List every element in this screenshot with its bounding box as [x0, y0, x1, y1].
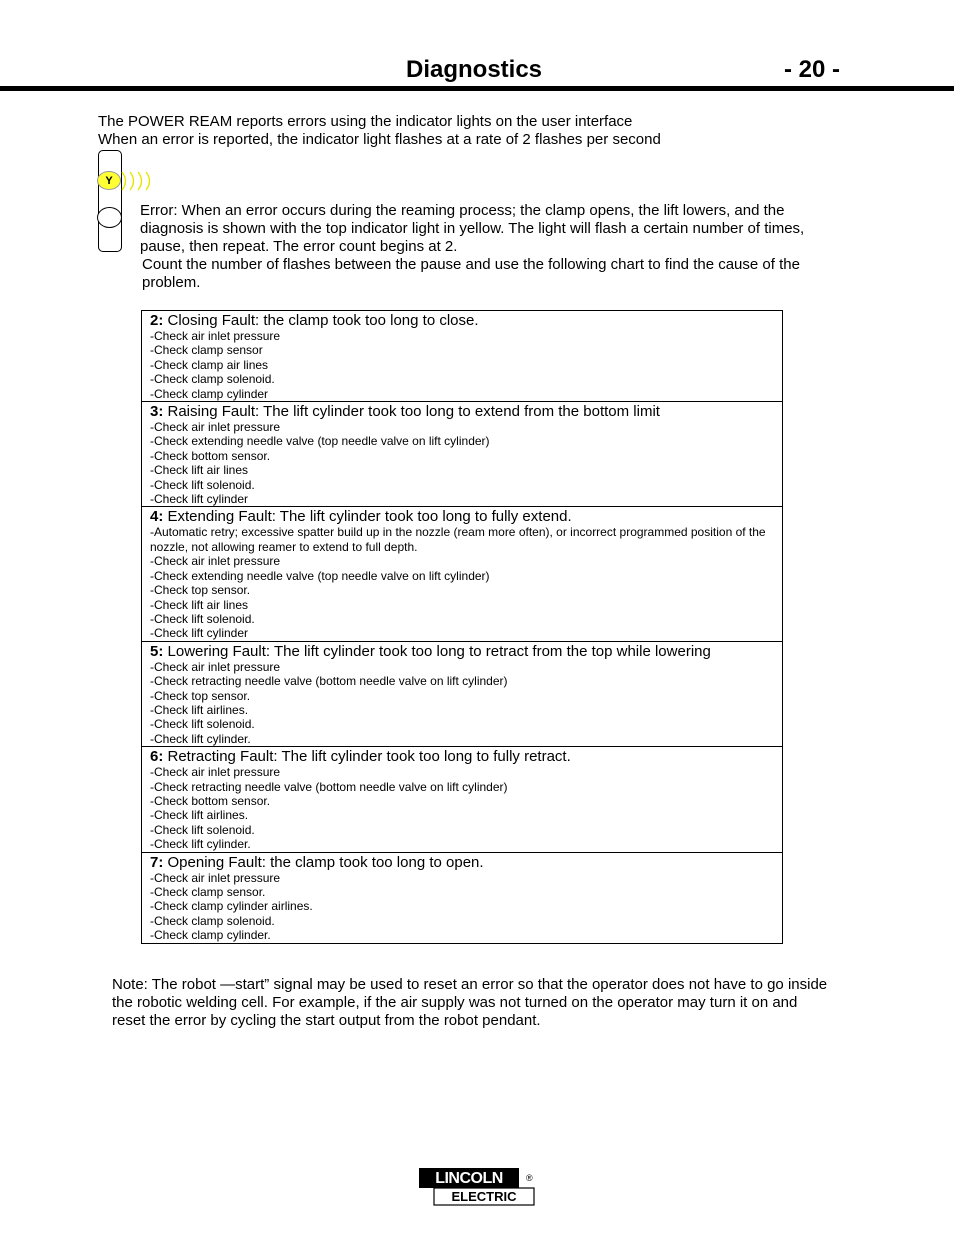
check-item: -Check lift cylinder. — [150, 837, 251, 852]
fault-check-list — [150, 525, 774, 640]
fault-row — [142, 401, 782, 506]
fault-description: Opening Fault: the clamp took too long to open. — [163, 853, 484, 871]
check-item: -Check bottom sensor. — [150, 793, 271, 808]
fault-code: 3: — [150, 403, 164, 421]
header-rule — [0, 86, 954, 91]
check-item: -Check lift cylinder — [150, 492, 249, 507]
check-item: -Check bottom sensor. — [150, 448, 271, 463]
check-item: -Check air inlet pressure — [150, 420, 281, 435]
check-item: -Check air inlet pressure — [150, 659, 281, 674]
fault-description: Extending Fault: The lift cylinder took too long to fully extend. — [163, 508, 572, 526]
fault-code: 5: — [150, 642, 164, 660]
fault-row — [142, 506, 782, 640]
fault-heading — [150, 854, 774, 871]
fault-heading — [150, 508, 774, 525]
check-item: -Check lift air lines — [150, 463, 249, 478]
fault-check-list — [150, 660, 774, 746]
check-item: -Check clamp sensor — [150, 343, 263, 358]
fault-row — [142, 641, 782, 746]
check-item: -Check air inlet pressure — [150, 765, 281, 780]
page-title: Diagnostics — [406, 56, 543, 83]
check-item: -Check air inlet pressure — [150, 554, 281, 569]
fault-code: 7: — [150, 853, 164, 871]
check-item: -Check clamp cylinder airlines. — [150, 899, 313, 914]
lincoln-electric-logo — [418, 1167, 536, 1207]
check-item: -Check retracting needle valve (bottom needle valve on lift cylinder) — [150, 779, 508, 794]
check-item: -Check lift air lines — [150, 597, 249, 612]
check-item: -Check lift cylinder. — [150, 731, 251, 746]
check-item: -Check lift solenoid. — [150, 477, 255, 492]
fault-row — [142, 311, 782, 401]
check-item: -Check air inlet pressure — [150, 870, 281, 885]
fault-heading — [150, 312, 774, 329]
svg-text:LINCOLN: LINCOLN — [435, 1170, 503, 1187]
fault-check-list — [150, 765, 774, 851]
yellow-indicator-light-icon: Y — [97, 171, 121, 190]
count-instructions: Count the number of flashes between the pause and use the following chart to find the cause of the problem. — [142, 256, 800, 291]
check-item: -Check clamp air lines — [150, 357, 269, 372]
svg-text:®: ® — [526, 1173, 533, 1183]
intro-line-2: When an error is reported, the indicator light flashes at a rate of 2 flashes per second — [98, 131, 661, 148]
fault-row — [142, 852, 782, 943]
check-item: -Check lift solenoid. — [150, 822, 255, 837]
fault-heading — [150, 748, 774, 765]
fault-check-list — [150, 329, 774, 401]
fault-check-list — [150, 420, 774, 506]
error-description: Error: When an error occurs during the reaming process; the clamp opens, the lift lowers, and the diagnosis is shown with the top indicator light in yellow. The light will flash a certain number of times, pause, then repeat. The error count begins at 2. — [140, 202, 805, 255]
fault-description: Retracting Fault: The lift cylinder took too long to fully retract. — [163, 748, 571, 766]
check-item: -Check lift cylinder — [150, 626, 249, 641]
fault-description: Closing Fault: the clamp took too long to close. — [163, 312, 479, 329]
fault-description: Lowering Fault: The lift cylinder took too long to retract from the top while lowering — [163, 642, 711, 660]
indicator-light-off-icon — [97, 207, 122, 228]
check-item: -Automatic retry; excessive spatter build up in the nozzle (ream more often), or incorrect programmed position of the nozzle, not allowing reamer to extend to full depth. — [150, 525, 766, 554]
flashing-waves-icon — [118, 169, 158, 193]
check-item: -Check clamp cylinder. — [150, 928, 271, 943]
indicator-panel-icon — [98, 150, 122, 252]
fault-heading — [150, 643, 774, 660]
fault-code: 6: — [150, 748, 164, 766]
check-item: -Check lift airlines. — [150, 808, 249, 823]
check-item: -Check top sensor. — [150, 688, 251, 703]
check-item: -Check air inlet pressure — [150, 329, 281, 343]
check-item: -Check extending needle valve (top needle valve on lift cylinder) — [150, 568, 490, 583]
svg-text:ELECTRIC: ELECTRIC — [451, 1189, 517, 1204]
intro-line-1: The POWER REAM reports errors using the indicator lights on the user interface — [98, 113, 633, 130]
fault-row — [142, 746, 782, 851]
check-item: -Check lift solenoid. — [150, 611, 255, 626]
intro-text — [98, 113, 661, 149]
fault-code-table — [141, 310, 783, 944]
fault-description: Raising Fault: The lift cylinder took too long to extend from the bottom limit — [163, 403, 660, 421]
check-item: -Check clamp solenoid. — [150, 372, 275, 387]
fault-code: 2: — [150, 312, 164, 329]
check-item: -Check clamp solenoid. — [150, 913, 275, 928]
reset-note: Note: The robot —start” signal may be used to reset an error so that the operator does not have to go inside the robotic welding cell. For example, if the air supply was not turned on the operator may turn it on and reset the error by cycling the start output from the robot pendant. — [112, 976, 828, 1029]
check-item: -Check top sensor. — [150, 583, 251, 598]
fault-code: 4: — [150, 508, 164, 526]
check-item: -Check lift airlines. — [150, 702, 249, 717]
fault-check-list — [150, 871, 774, 943]
page-header — [0, 56, 954, 86]
check-item: -Check clamp cylinder — [150, 386, 269, 401]
page-number: - 20 - — [784, 56, 841, 83]
fault-heading — [150, 403, 774, 420]
check-item: -Check retracting needle valve (bottom needle valve on lift cylinder) — [150, 674, 508, 689]
check-item: -Check extending needle valve (top needle valve on lift cylinder) — [150, 434, 490, 449]
check-item: -Check clamp sensor. — [150, 885, 266, 899]
check-item: -Check lift solenoid. — [150, 717, 255, 732]
